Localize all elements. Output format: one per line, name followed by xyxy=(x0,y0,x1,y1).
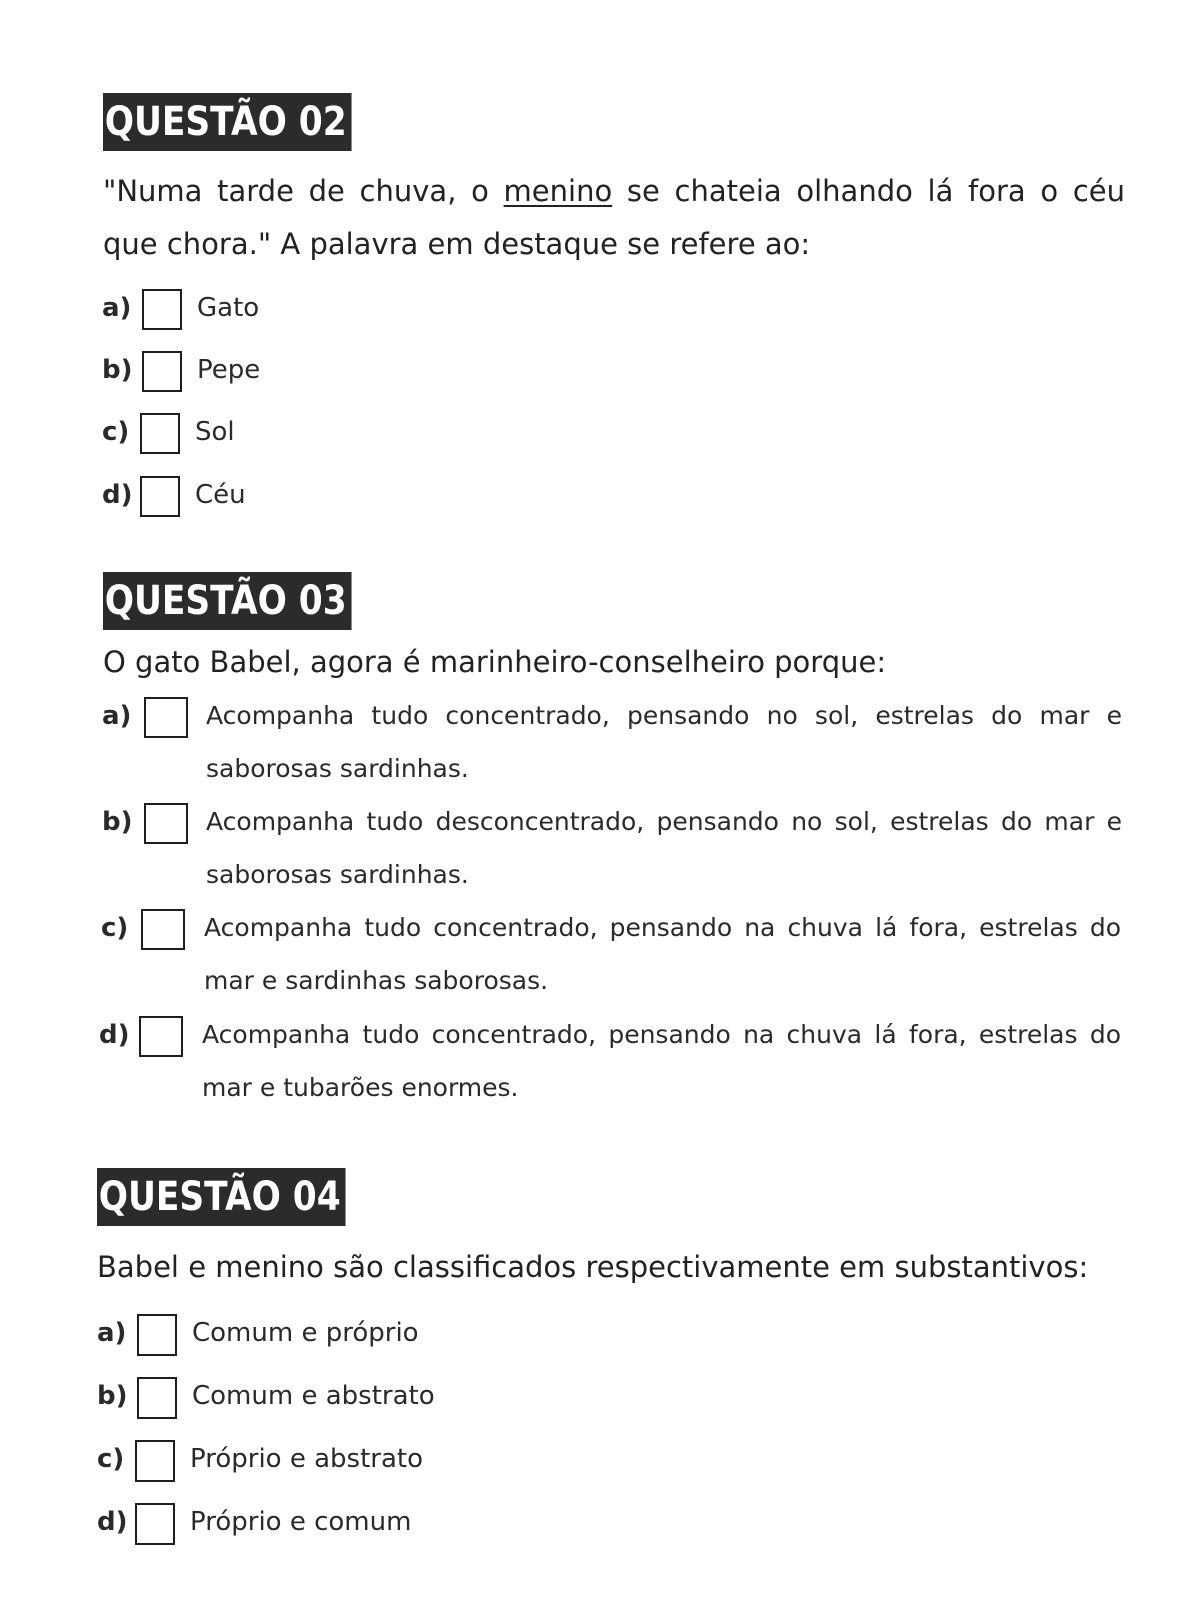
option-label xyxy=(202,1020,1121,1114)
option-label xyxy=(204,913,1121,1007)
question-03-prompt: O gato Babel, agora é marinheiro-conselheiro porque: xyxy=(103,645,887,679)
option-label: Gato xyxy=(197,293,260,323)
option-label: Céu xyxy=(195,480,246,510)
option-letter: c) xyxy=(97,1444,125,1474)
prompt-text-line2: que chora." A palavra em destaque se refere ao: xyxy=(103,227,811,261)
checkbox[interactable] xyxy=(135,1503,175,1545)
option-label-line2: mar e tubarões enormes. xyxy=(202,1073,519,1102)
option-label xyxy=(206,807,1122,901)
checkbox[interactable] xyxy=(140,476,180,517)
question-03-title: QUESTÃO 03 xyxy=(103,572,352,630)
option-letter: a) xyxy=(97,1318,127,1348)
checkbox[interactable] xyxy=(135,1440,175,1482)
checkbox[interactable] xyxy=(144,697,188,738)
checkbox[interactable] xyxy=(142,289,182,330)
option-label: Próprio e comum xyxy=(190,1507,412,1537)
question-02-prompt xyxy=(103,165,1125,271)
question-04-title: QUESTÃO 04 xyxy=(97,1168,346,1226)
option-label: Comum e próprio xyxy=(192,1318,419,1348)
option-letter: b) xyxy=(102,807,133,837)
option-letter: d) xyxy=(97,1507,128,1537)
option-label-line1: Acompanha tudo desconcentrado, pensando no sol, estrelas do mar e xyxy=(206,807,1122,836)
option-label: Próprio e abstrato xyxy=(190,1444,423,1474)
option-letter: d) xyxy=(99,1020,130,1050)
option-label-line1: Acompanha tudo concentrado, pensando na chuva lá fora, estrelas do xyxy=(204,913,1121,942)
checkbox[interactable] xyxy=(141,909,185,950)
option-letter: d) xyxy=(102,480,133,510)
prompt-text-end: se chateia olhando lá fora o céu xyxy=(612,174,1125,208)
option-label: Comum e abstrato xyxy=(192,1381,435,1411)
option-letter: b) xyxy=(102,355,133,385)
option-label-line1: Acompanha tudo concentrado, pensando na chuva lá fora, estrelas do xyxy=(202,1020,1121,1049)
checkbox[interactable] xyxy=(142,351,182,392)
option-letter: b) xyxy=(97,1381,128,1411)
option-label-line1: Acompanha tudo concentrado, pensando no sol, estrelas do mar e xyxy=(206,701,1122,730)
option-label: Pepe xyxy=(197,355,261,385)
prompt-text-start: "Numa tarde de chuva, o xyxy=(103,174,504,208)
option-letter: c) xyxy=(102,417,130,447)
highlighted-word: menino xyxy=(503,174,613,208)
option-letter: c) xyxy=(101,913,129,943)
question-02-title: QUESTÃO 02 xyxy=(103,93,352,151)
option-label-line2: saborosas sardinhas. xyxy=(206,754,469,783)
checkbox[interactable] xyxy=(144,803,188,844)
checkbox[interactable] xyxy=(137,1314,177,1356)
option-label-line2: saborosas sardinhas. xyxy=(206,860,469,889)
option-label xyxy=(206,701,1122,795)
checkbox[interactable] xyxy=(140,413,180,454)
option-label-line2: mar e sardinhas saborosas. xyxy=(204,966,549,995)
option-letter: a) xyxy=(102,293,132,323)
checkbox[interactable] xyxy=(137,1377,177,1419)
option-label: Sol xyxy=(195,417,235,447)
checkbox[interactable] xyxy=(139,1016,183,1057)
question-04-prompt: Babel e menino são classificados respectivamente em substantivos: xyxy=(97,1250,1089,1284)
option-letter: a) xyxy=(102,701,132,731)
